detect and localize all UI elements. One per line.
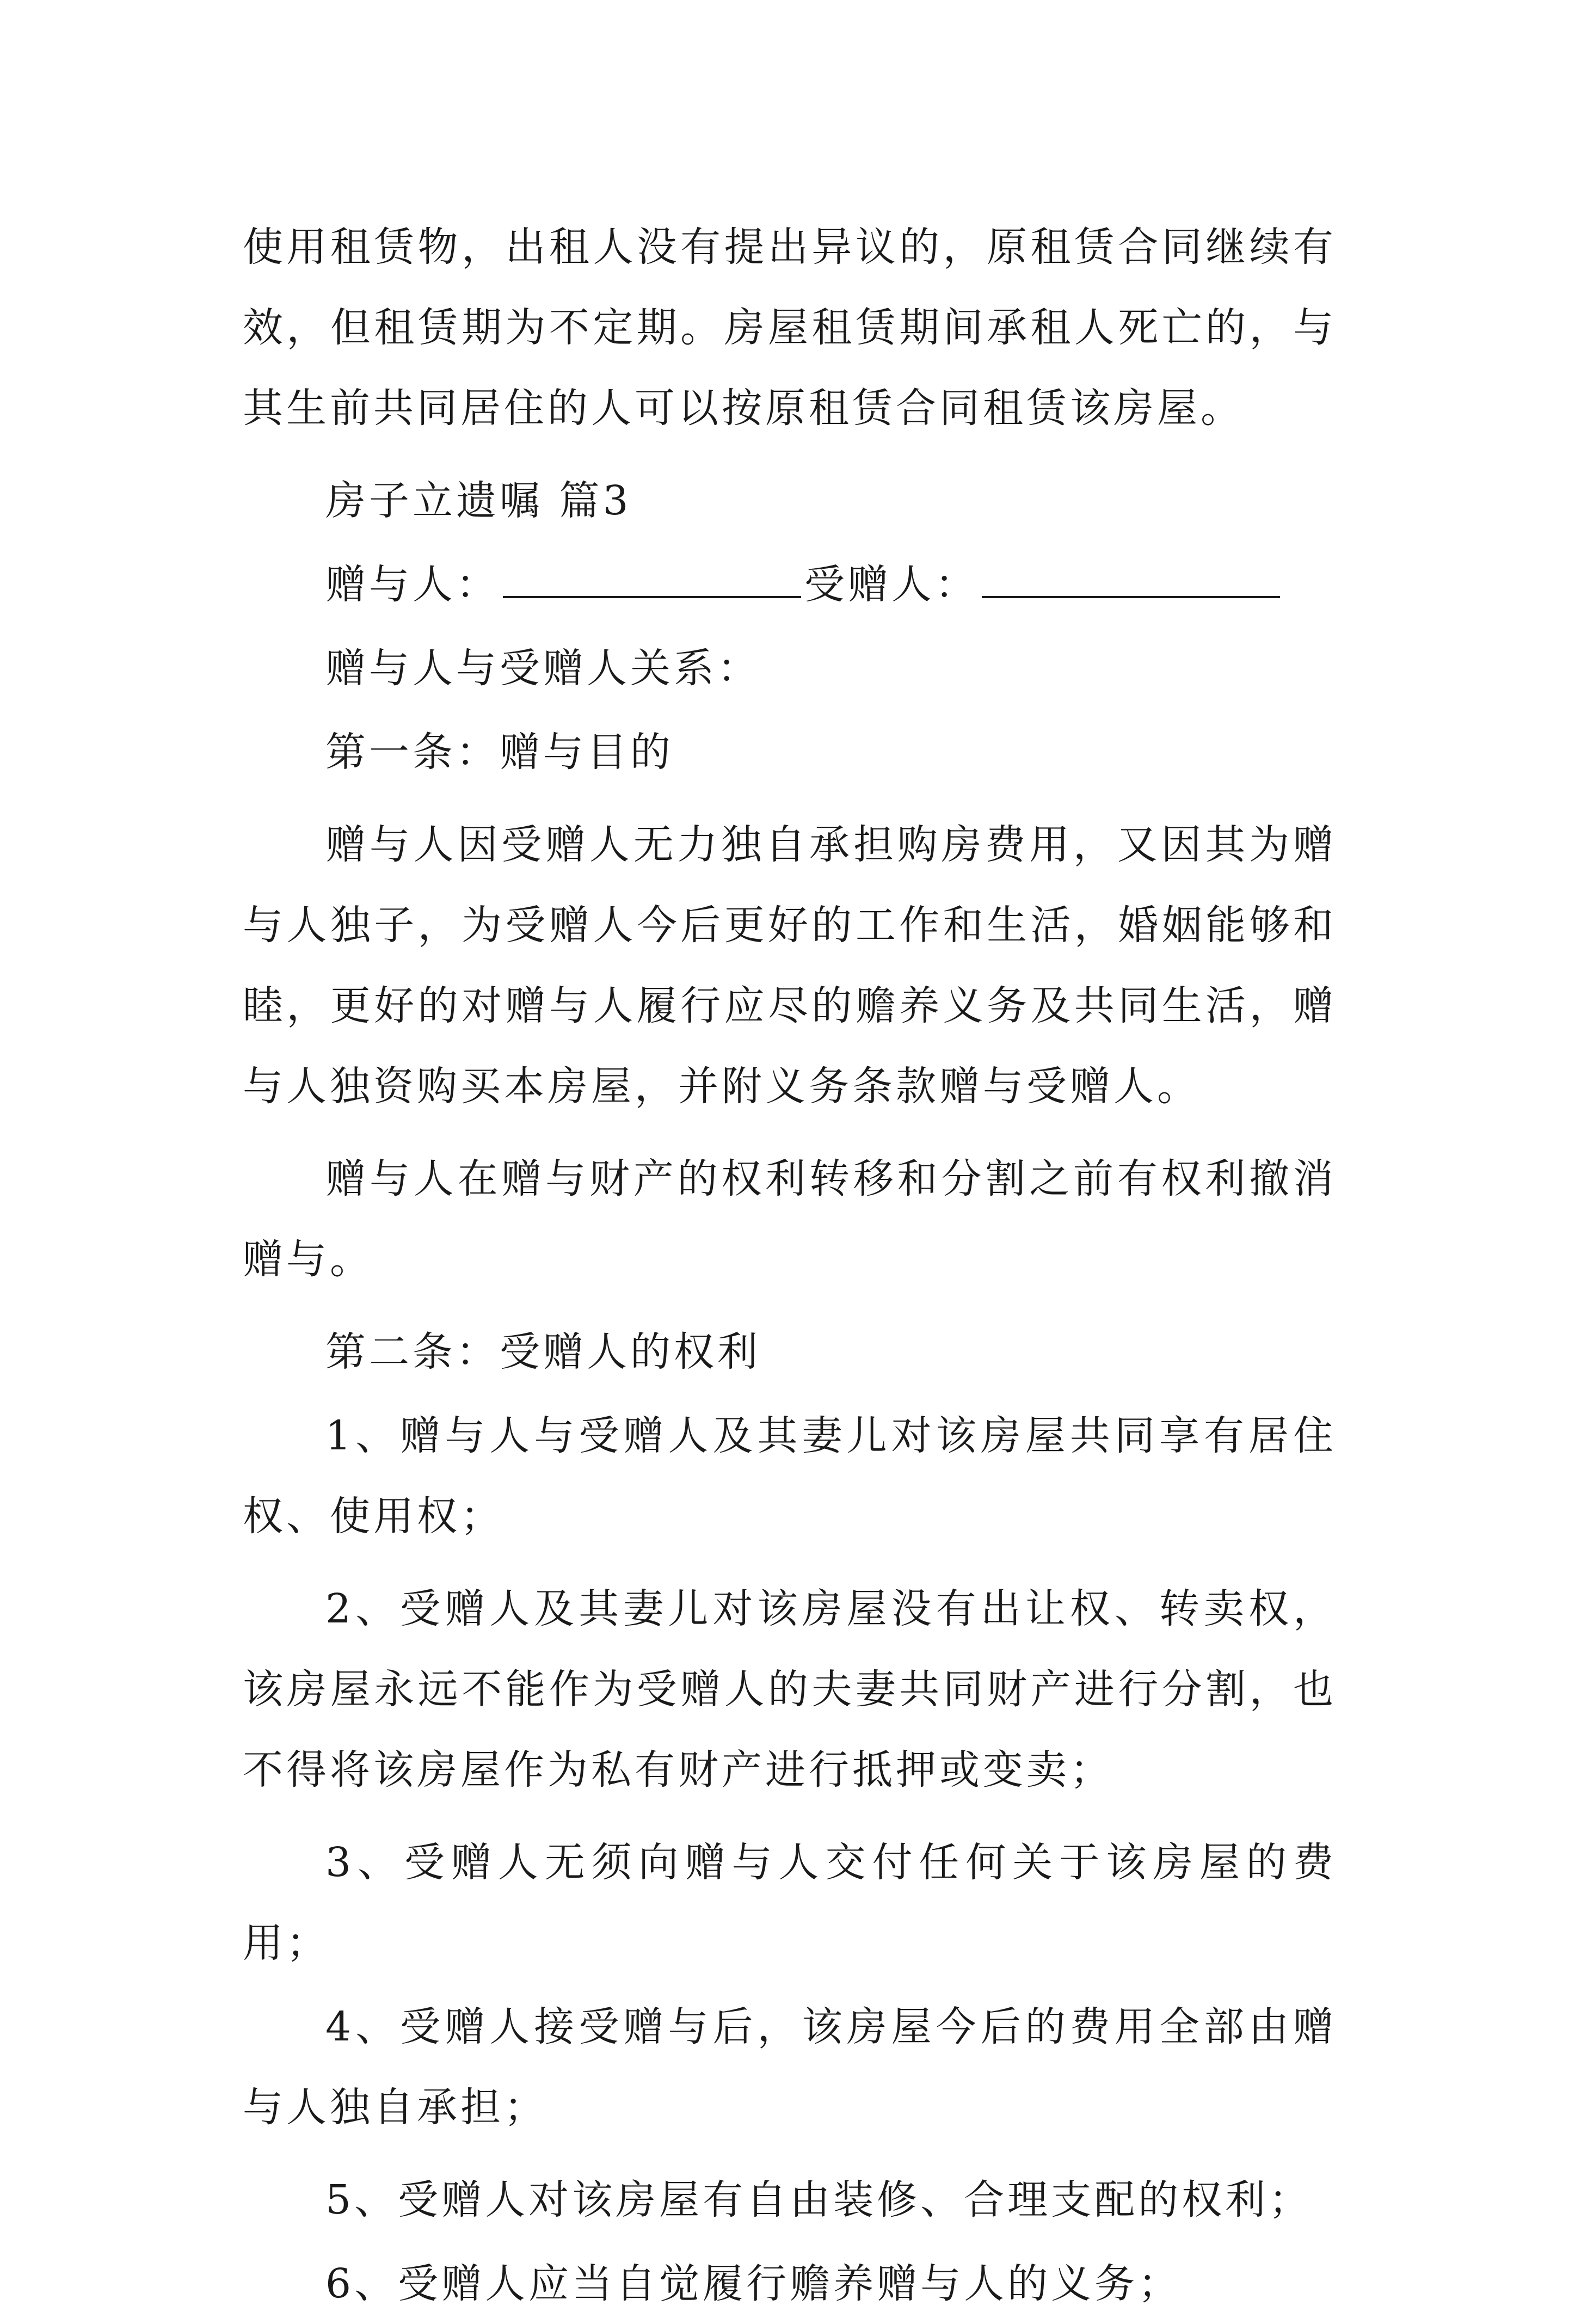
paragraph-lease-continuation: 使用租赁物，出租人没有提出异议的，原租赁合同继续有效，但租赁期为不定期。房屋租赁期间承租人死亡的，与其生前共同居住的人可以按原租赁合同租赁该房屋。 <box>243 224 1337 432</box>
donee-label: 受赠人： <box>804 561 979 608</box>
document-body <box>243 207 1337 2324</box>
article2-item-1: 1、赠与人与受赠人及其妻儿对该房屋共同享有居住权、使用权； <box>243 1412 1337 1540</box>
article2-item-5: 5、受赠人对该房屋有自由装修、合理支配的权利； <box>325 2177 1313 2223</box>
article1-title: 第一条：赠与目的 <box>325 729 674 776</box>
donor-blank-field <box>503 555 801 598</box>
donee-blank-field <box>982 555 1280 598</box>
relationship-line: 赠与人与受赠人关系： <box>325 645 761 692</box>
article2-item-4: 4、受赠人接受赠与后，该房屋今后的费用全部由赠与人独自承担； <box>243 2003 1337 2131</box>
article2-item-2: 2、受赠人及其妻儿对该房屋没有出让权、转卖权，该房屋永远不能作为受赠人的夫妻共同财产进行分割，也不得将该房屋作为私有财产进行抵押或变卖； <box>243 1585 1337 1793</box>
article2-item-6: 6、受赠人应当自觉履行赡养赠与人的义务； <box>325 2260 1182 2307</box>
donor-label: 赠与人： <box>325 561 500 608</box>
article2-title: 第二条：受赠人的权利 <box>325 1329 761 1375</box>
article1-body: 赠与人因受赠人无力独自承担购房费用，又因其为赠与人独子，为受赠人今后更好的工作和生活，婚姻能够和睦，更好的对赠与人履行应尽的赡养义务及共同生活，赠与人独资购买本房屋，并附义务条款赠与受赠人。 <box>243 821 1337 1110</box>
section-heading: 房子立遗嘱 篇3 <box>325 477 632 524</box>
revocation-clause: 赠与人在赠与财产的权利转移和分割之前有权利撤消赠与。 <box>243 1155 1337 1283</box>
article2-item-3: 3、受赠人无须向赠与人交付任何关于该房屋的费用； <box>243 1839 1337 1966</box>
parties-line <box>243 544 1337 625</box>
